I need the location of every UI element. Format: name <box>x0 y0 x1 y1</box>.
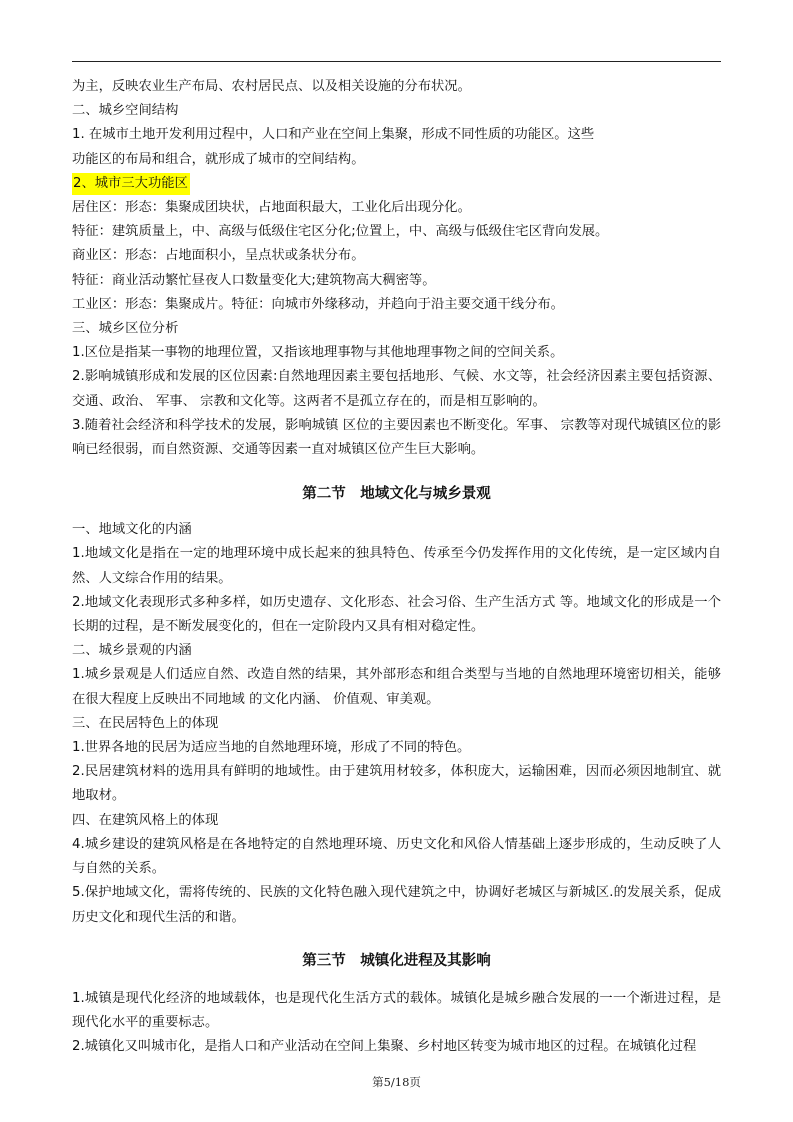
paragraph: 2.民居建筑材料的选用具有鲜明的地域性。由于建筑用材较多，体积庞大，运输困难，因而必须因地制宜、就地取材。 <box>72 764 721 804</box>
paragraph: 居住区：形态：集聚成团块状，占地面积最大，工业化后出现分化。 <box>72 200 471 216</box>
heading-urban-spatial-structure: 二、城乡空间结构 <box>72 103 179 119</box>
paragraph: 5.保护地域文化，需将传统的、民族的文化特色融入现代建筑之中，协调好老城区与新城区.的发展关系，促成历史文化和现代生活的和谐。 <box>72 885 721 925</box>
highlighted-heading: 2、城市三大功能区 <box>72 173 190 195</box>
paragraph: 1.世界各地的民居为适应当地的自然地理环境，形成了不同的特色。 <box>72 740 471 756</box>
paragraph: 2.影响城镇形成和发展的区位因素:自然地理因素主要包括地形、气候、水文等，社会经济因素主要包括资源、交通、政治、 军事、 宗教和文化等。这两者不是孤立存在的，而是相互影响的。 <box>72 369 721 409</box>
heading-regional-culture: 一、地域文化的内涵 <box>72 522 192 538</box>
section-title-3: 第三节 城镇化进程及其影响 <box>302 952 491 969</box>
paragraph: 4.城乡建设的建筑风格是在各地特定的自然地理环境、历史文化和风俗人情基础上逐步形成的，生动反映了人与自然的关系。 <box>72 836 721 877</box>
paragraph: 1. 在城市土地开发利用过程中，人口和产业在空间上集聚，形成不同性质的功能区。这些 <box>72 127 595 143</box>
paragraph: 1.城乡景观是人们适应自然、改造自然的结果，其外部形态和组合类型与当地的自然地理环境密切相关，能够在很大程度上反映出不同地域 的文化内涵、 价值观、审美观。 <box>72 667 721 707</box>
paragraph: 1.城镇是现代化经济的地域载体，也是现代化生活方式的载体。城镇化是城乡融合发展的一一个渐进过程，是现代化水平的重要标志。 <box>72 990 721 1030</box>
page-number: 第5/18页 <box>372 1075 421 1089</box>
paragraph: 1.地域文化是指在一定的地理环境中成长起来的独具特色、传承至今仍发挥作用的文化传统，是一定区域内自然、人文综合作用的结果。 <box>72 546 721 586</box>
paragraph: 商业区：形态：占地面积小，呈点状或条状分布。 <box>72 248 365 264</box>
paragraph: 特征：商业活动繁忙昼夜人口数量变化大;建筑物高大稠密等。 <box>72 272 436 288</box>
paragraph: 2.地域文化表现形式多种多样，如历史遗存、文化形态、社会习俗、生产生活方式 等。地域文化的形成是一个长期的过程，是不断发展变化的，但在一定阶段内又具有相对稳定性。 <box>72 594 721 635</box>
heading-location-analysis: 三、城乡区位分析 <box>72 321 179 337</box>
heading-dwelling-features: 三、在民居特色上的体现 <box>72 715 219 731</box>
paragraph: 为主，反映农业生产布局、农村居民点、以及相关设施的分布状况。 <box>72 79 471 94</box>
paragraph: 工业区：形态：集聚成片。特征：向城市外缘移动，并趋向于沿主要交通干线分布。 <box>72 296 564 312</box>
section-title-2: 第二节 地域文化与城乡景观 <box>302 486 491 503</box>
highlight-line <box>72 172 721 196</box>
header-rule <box>72 61 721 62</box>
page-content <box>72 75 721 1059</box>
paragraph: 1.区位是指某一事物的地理位置，又指该地理事物与其他地理事物之间的空间关系。 <box>72 345 564 361</box>
paragraph: 功能区的布局和组合，就形成了城市的空间结构。 <box>72 151 365 167</box>
paragraph: 2.城镇化又叫城市化，是指人口和产业活动在空间上集聚、乡村地区转变为城市地区的过程。在城镇化过程 <box>72 1039 697 1055</box>
heading-architecture-style: 四、在建筑风格上的体现 <box>72 812 219 828</box>
paragraph: 3.随着社会经济和科学技术的发展，影响城镇 区位的主要因素也不断变化。军事、 宗教等对现代城镇区位的影响已经很弱，而自然资源、交通等因素一直对城镇区位产生巨大影响。 <box>72 417 721 458</box>
heading-urban-landscape: 二、城乡景观的内涵 <box>72 643 192 659</box>
paragraph: 特征：建筑质量上，中、高级与低级住宅区分化;位置上，中、高级与低级住宅区背向发展。 <box>72 224 609 240</box>
